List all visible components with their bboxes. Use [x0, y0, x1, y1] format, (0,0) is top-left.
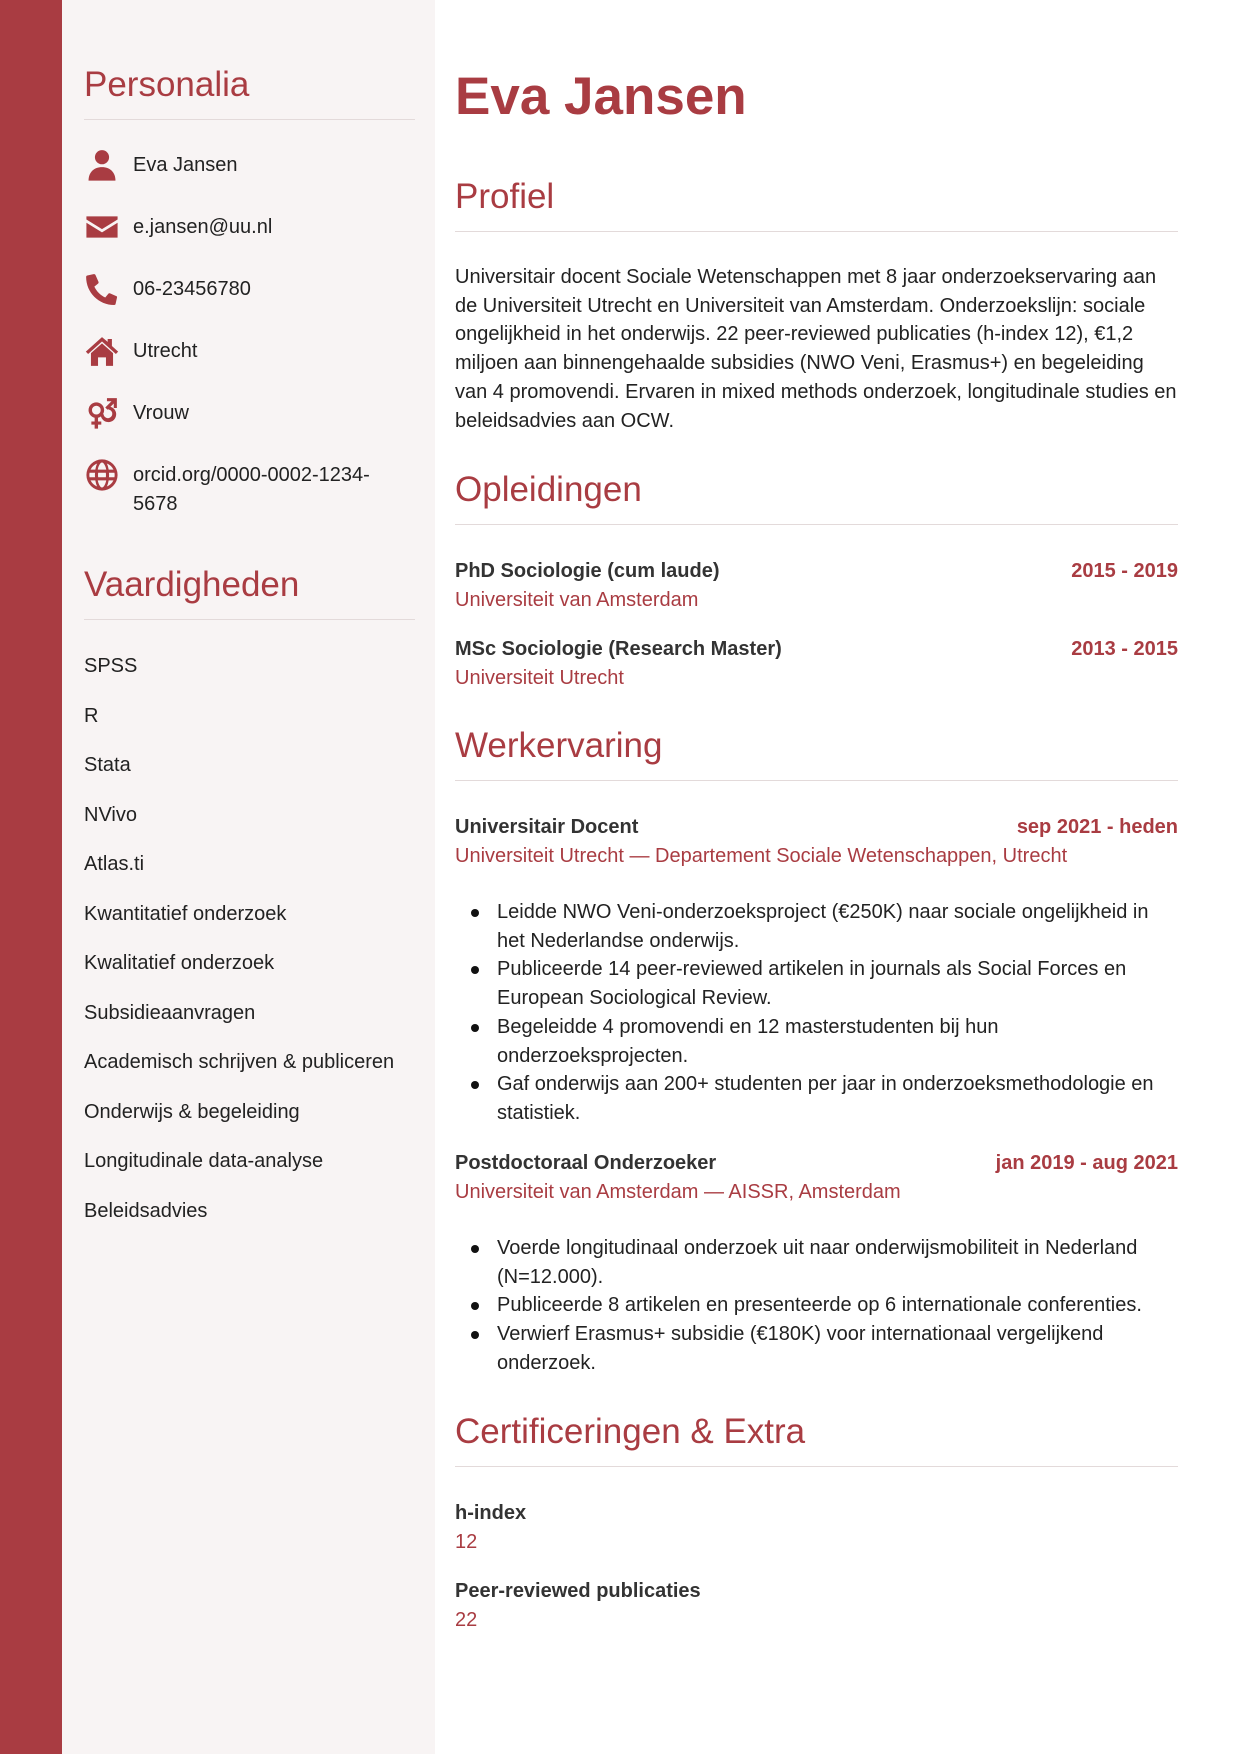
education-institution: Universiteit van Amsterdam: [455, 589, 699, 611]
extra-label: Peer-reviewed publicaties: [455, 1580, 701, 1602]
skills-heading: Vaardigheden: [84, 566, 415, 620]
education-heading: Opleidingen: [455, 471, 1178, 525]
extra-heading: Certificeringen & Extra: [455, 1413, 1178, 1467]
job-date: jan 2019 - aug 2021: [995, 1152, 1178, 1174]
job-title: Postdoctoraal Onderzoeker: [455, 1152, 717, 1174]
job-organization: Universiteit van Amsterdam — AISSR, Amsterdam: [455, 1181, 901, 1203]
personal-email-text: e.jansen@uu.nl: [133, 216, 273, 238]
job-bullet: Publiceerde 8 artikelen en presenteerde op 6 internationale conferenties.: [455, 1291, 1178, 1320]
personal-name: [84, 151, 415, 191]
extra-value: 22: [455, 1609, 478, 1631]
skill-item: R: [84, 704, 99, 727]
job-bullets: [455, 898, 1178, 1128]
job-date: sep 2021 - heden: [1016, 816, 1178, 838]
skill-item: Longitudinale data-analyse: [84, 1150, 324, 1172]
education-date: 2013 - 2015: [1071, 638, 1178, 660]
personal-gender: [84, 399, 415, 439]
personalia-heading: Personalia: [84, 66, 415, 120]
globe-icon: [84, 457, 120, 493]
profile-heading: Profiel: [455, 178, 1178, 232]
phone-icon: [84, 271, 120, 307]
job-bullet: Voerde longitudinaal onderzoek uit naar onderwijsmobiliteit in Nederland (N=12.000).: [455, 1234, 1178, 1291]
envelope-icon: [84, 209, 120, 245]
job-title: Universitair Docent: [455, 816, 639, 838]
skill-item: Kwalitatief onderzoek: [84, 952, 275, 974]
accent-stripe: [0, 0, 62, 1754]
extra-label: h-index: [455, 1502, 527, 1524]
personal-location-text: Utrecht: [133, 340, 198, 362]
sidebar: [62, 0, 435, 1754]
skill-item: Academisch schrijven & publiceren: [84, 1051, 395, 1073]
personal-phone-text: 06-23456780: [133, 278, 251, 300]
personal-gender-text: Vrouw: [133, 402, 189, 424]
personal-email: [84, 213, 415, 253]
education-title: MSc Sociologie (Research Master): [455, 638, 782, 660]
job-bullet: Publiceerde 14 peer-reviewed artikelen in journals als Social Forces en European Sociological Review.: [455, 955, 1178, 1012]
personal-orcid: [84, 461, 415, 521]
education-date: 2015 - 2019: [1071, 560, 1178, 582]
candidate-name: Eva Jansen: [455, 67, 747, 126]
user-icon: [84, 147, 120, 183]
job-bullet: Gaf onderwijs aan 200+ studenten per jaar in onderzoeksmethodologie en statistiek.: [455, 1070, 1178, 1127]
skill-item: Beleidsadvies: [84, 1199, 208, 1222]
skill-item: Subsidieaanvragen: [84, 1001, 256, 1024]
personal-orcid-text: orcid.org/0000-0002-1234-5678: [133, 464, 370, 515]
personal-phone: [84, 275, 415, 315]
skill-item: Atlas.ti: [84, 853, 145, 875]
education-institution: Universiteit Utrecht: [455, 667, 624, 689]
profile-text: Universitair docent Sociale Wetenschappen met 8 jaar onderzoekservaring aan de Universiteit Utrecht en Universiteit van Amsterdam. Onderzoekslijn: sociale ongelijkheid in het onderwijs. 22 peer-reviewed publicaties (h-index 12), €1,2 miljoen aan binnengehaalde subsidies (NWO Veni, Erasmus+) en begeleiding van 4 promovendi. Ervaren in mixed methods onderzoek, longitudinale studies en beleidsadvies aan OCW.: [455, 266, 1177, 432]
personal-location: [84, 337, 415, 377]
skill-item: NVivo: [84, 803, 137, 826]
home-icon: [84, 333, 120, 369]
skill-item: Stata: [84, 754, 131, 776]
skill-item: Onderwijs & begeleiding: [84, 1100, 300, 1123]
education-title: PhD Sociologie (cum laude): [455, 560, 720, 582]
job-bullet: Begeleidde 4 promovendi en 12 masterstudenten bij hun onderzoeksprojecten.: [455, 1013, 1178, 1070]
job-bullets: [455, 1234, 1178, 1378]
experience-heading: Werkervaring: [455, 727, 1178, 781]
skill-item: SPSS: [84, 655, 138, 677]
extra-value: 12: [455, 1531, 478, 1553]
personal-name-text: Eva Jansen: [133, 154, 238, 176]
job-bullet: Leidde NWO Veni-onderzoeksproject (€250K) naar sociale ongelijkheid in het Nederlandse onderwijs.: [455, 898, 1178, 955]
job-organization: Universiteit Utrecht — Departement Sociale Wetenschappen, Utrecht: [455, 845, 1068, 867]
skill-item: Kwantitatief onderzoek: [84, 902, 287, 925]
job-bullet: Verwierf Erasmus+ subsidie (€180K) voor internationaal vergelijkend onderzoek.: [455, 1320, 1178, 1377]
gender-icon: [84, 395, 120, 431]
